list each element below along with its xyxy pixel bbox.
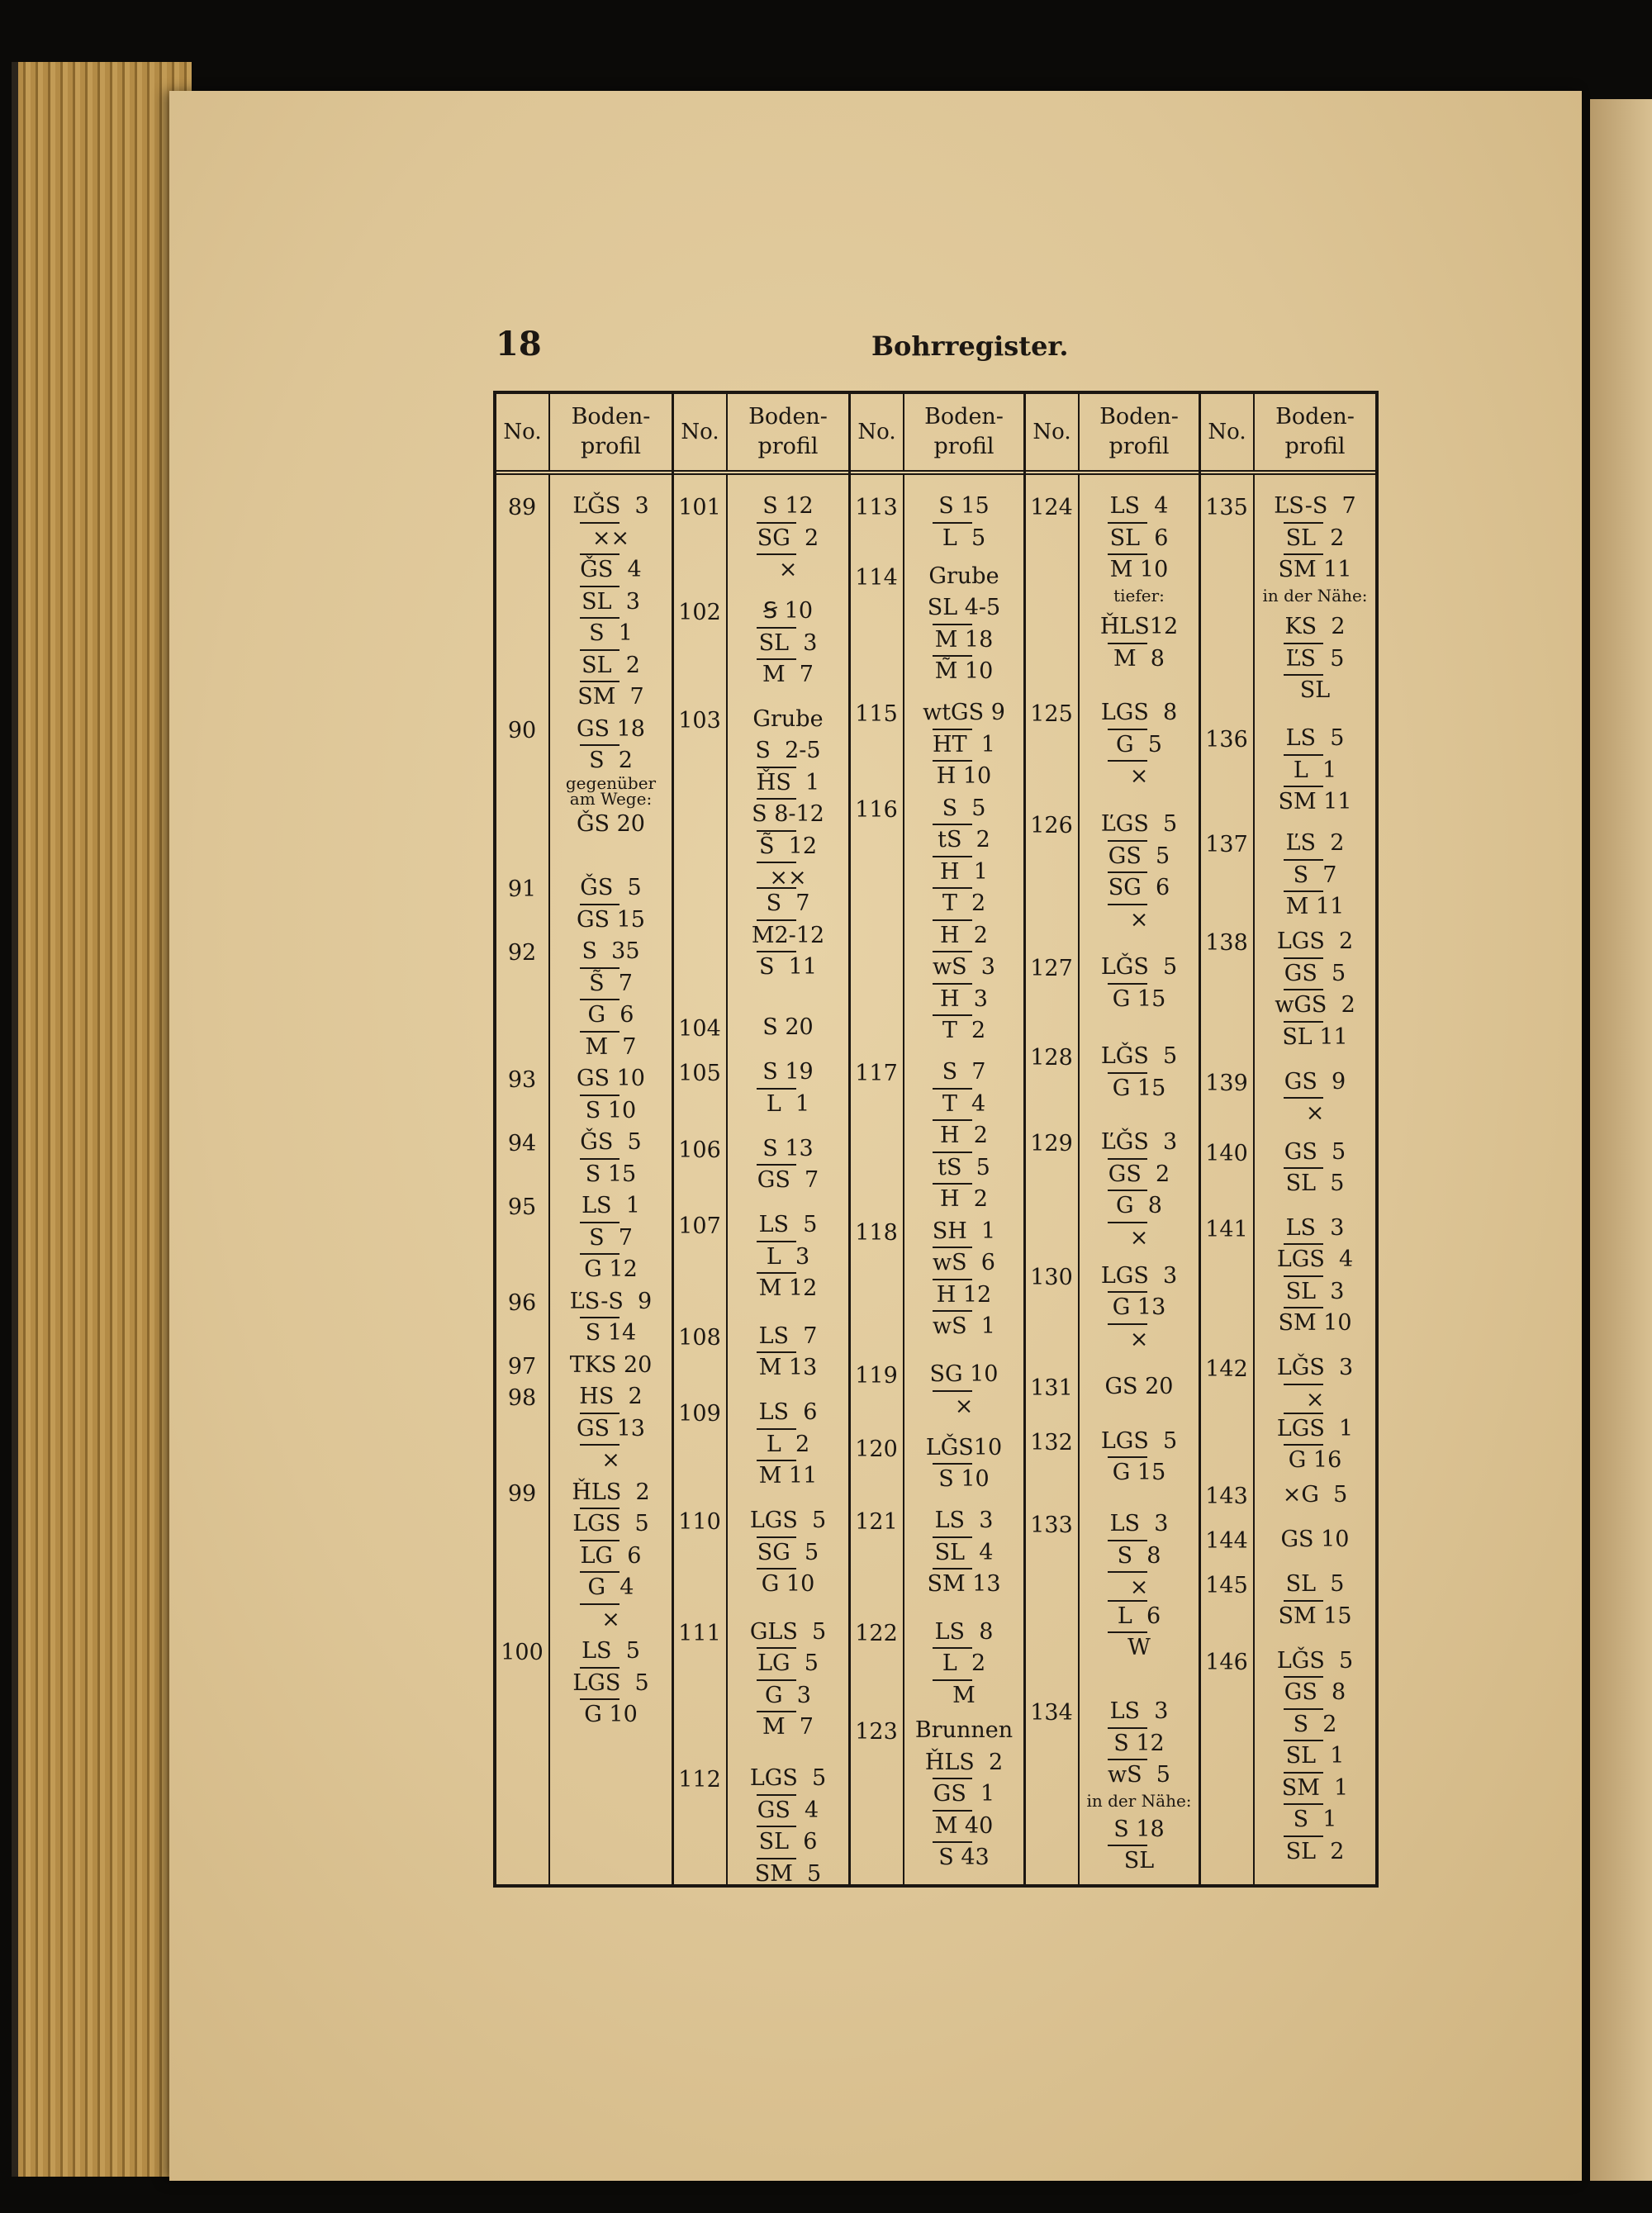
profile-layer: LǦS 5 <box>1100 954 1178 981</box>
boring-number: 97 <box>507 1353 537 1380</box>
profile-layer: SM 15 <box>1255 1605 1375 1627</box>
profile-layer: LGS 3 <box>1100 1262 1178 1289</box>
profile-layer: H 10 <box>904 765 1023 787</box>
profile-layer: LS 3 <box>934 1508 994 1534</box>
header-bodenprofil: Boden- profil <box>748 403 828 459</box>
profile-layer: wS 5 <box>1080 1764 1199 1786</box>
profile-layer: S 18 <box>1113 1816 1165 1842</box>
header-no: No. <box>1026 394 1080 470</box>
boring-number: 103 <box>678 707 721 734</box>
profile-layer: LS 7 <box>758 1323 818 1349</box>
boring-number: 106 <box>678 1137 721 1163</box>
profile-layer: S̃ 7 <box>550 972 672 995</box>
profile-layer: G 15 <box>1080 1077 1199 1099</box>
profile-note: in der Nähe: <box>1086 1790 1192 1811</box>
profile-layer: T 2 <box>904 892 1023 914</box>
profile-layer: LGS 5 <box>749 1508 827 1534</box>
profile-layer: TKS 20 <box>569 1351 653 1378</box>
profile-layer: SG 5 <box>728 1541 848 1564</box>
boring-number: 132 <box>1030 1429 1073 1456</box>
profile-layer: LGS 8 <box>1100 700 1178 726</box>
boring-number: 123 <box>855 1719 898 1745</box>
profile-layer: SL 3 <box>1255 1280 1375 1303</box>
table-header <box>674 394 848 475</box>
boring-number: 91 <box>507 876 537 902</box>
profile-layer: Grube <box>928 563 999 589</box>
profile-layer: G 5 <box>1080 734 1199 756</box>
profile-layer: SM 5 <box>728 1863 848 1885</box>
boring-number: 116 <box>855 796 898 823</box>
boring-number: 102 <box>678 600 721 626</box>
profile-layer: LS 6 <box>758 1399 818 1426</box>
boring-number: 140 <box>1205 1140 1248 1166</box>
profile-layer: SM 7 <box>550 686 672 708</box>
profile-layer: S 10 <box>550 1099 672 1122</box>
profile-layer: S 11 <box>728 956 848 978</box>
profile-layer: W <box>1080 1636 1199 1659</box>
profile-layer: S 2 <box>550 749 672 772</box>
profile-layer: GS 13 <box>550 1418 672 1440</box>
number-column <box>674 475 728 1884</box>
boring-number: 139 <box>1205 1070 1248 1096</box>
boring-number: 143 <box>1205 1484 1248 1510</box>
running-head: Bohrregister. <box>871 330 1069 362</box>
boring-number: 137 <box>1205 832 1248 858</box>
profile-layer: LǦS 5 <box>1100 1043 1178 1070</box>
profile-layer: SL <box>1255 679 1375 701</box>
profile-layer: GS 10 <box>1280 1527 1350 1553</box>
boring-number: 136 <box>1205 727 1248 753</box>
profile-layer: G 8 <box>1080 1194 1199 1217</box>
profile-layer: SM 11 <box>1255 558 1375 581</box>
profile-layer: M̃ 10 <box>904 660 1023 682</box>
profile-layer: M2-12 <box>728 924 848 947</box>
number-column <box>851 475 904 1884</box>
profile-layer: S 5 <box>942 795 986 821</box>
boring-number: 115 <box>855 701 898 728</box>
header-no: No. <box>496 394 550 470</box>
profile-layer: ĽS-S 9 <box>569 1288 653 1314</box>
profile-layer: S 12 <box>762 493 814 519</box>
profile-layer: ĽS 2 <box>1285 830 1345 857</box>
profile-note: in der Nähe: <box>1262 585 1368 605</box>
boring-number: 109 <box>678 1401 721 1427</box>
profile-layer: T 2 <box>904 1019 1023 1042</box>
boring-number: 99 <box>507 1480 537 1507</box>
header-bodenprofil: Boden- profil <box>571 403 651 459</box>
profile-layer: GS 5 <box>1284 1138 1346 1165</box>
profile-layer: LG 6 <box>550 1545 672 1567</box>
profile-layer: LGS 5 <box>749 1765 827 1791</box>
profile-layer: S 13 <box>762 1135 814 1161</box>
boring-number: 107 <box>678 1213 721 1240</box>
profile-layer: ⨯ <box>550 1608 672 1631</box>
profile-layer: SG 6 <box>1080 876 1199 899</box>
profile-layer: SL <box>1080 1850 1199 1872</box>
register-column-group <box>674 394 851 1887</box>
profile-layer: ǦS 20 <box>576 811 645 837</box>
profile-layer: ⨯G 5 <box>1282 1482 1348 1508</box>
profile-layer: SG 10 <box>929 1361 999 1388</box>
boring-number: 111 <box>678 1620 721 1646</box>
profile-layer: LS 5 <box>1285 725 1345 752</box>
profile-layer: GS 20 <box>1104 1374 1174 1400</box>
profile-layer: S 14 <box>550 1322 672 1344</box>
profile-layer: G 3 <box>728 1684 848 1707</box>
boring-number: 118 <box>855 1219 898 1246</box>
bohrregister-table <box>493 391 1379 1888</box>
profile-layer: T 4 <box>904 1093 1023 1115</box>
profile-layer: S 1 <box>550 622 672 644</box>
profile-layer: ⨯ <box>1080 765 1199 787</box>
boring-number: 131 <box>1030 1375 1073 1402</box>
profile-layer: LG 5 <box>728 1652 848 1674</box>
profile-layer: S 7 <box>942 1059 986 1085</box>
boring-number: 141 <box>1205 1216 1248 1242</box>
table-header <box>496 394 672 475</box>
profile-layer: M 13 <box>728 1356 848 1379</box>
profile-layer: GS 18 <box>576 715 645 742</box>
profile-layer: M 11 <box>728 1465 848 1487</box>
boring-number: 92 <box>507 940 537 966</box>
profile-layer: SL 6 <box>1080 527 1199 549</box>
profile-layer: wS 1 <box>904 1315 1023 1337</box>
boring-number: 122 <box>855 1620 898 1646</box>
profile-layer: G 15 <box>1080 988 1199 1010</box>
boring-number: 142 <box>1205 1356 1248 1383</box>
profile-layer: S 12 <box>1080 1732 1199 1755</box>
profile-note: tiefer: <box>1113 585 1165 605</box>
profile-layer: ĽS 5 <box>1255 648 1375 670</box>
profile-layer: LǦS 3 <box>1276 1355 1354 1381</box>
profile-layer: KS 2 <box>1284 614 1346 640</box>
profile-layer: wGS 2 <box>1255 994 1375 1016</box>
profile-layer: LS 1 <box>582 1193 640 1218</box>
profile-layer: L 6 <box>1080 1605 1199 1627</box>
profile-layer: SM 13 <box>904 1573 1023 1595</box>
profile-layer: ǦS 4 <box>550 558 672 581</box>
profile-layer: M 10 <box>1080 558 1199 581</box>
number-column <box>496 475 550 1884</box>
boring-number: 146 <box>1205 1649 1248 1675</box>
profile-layer: tS 2 <box>904 829 1023 851</box>
profile-note: am Wege: <box>569 789 653 810</box>
profile-layer: ȞLS12 <box>1099 614 1179 640</box>
boring-number: 119 <box>855 1363 898 1389</box>
profile-layer: wtGS 9 <box>923 700 1005 726</box>
profile-layer: L 2 <box>728 1433 848 1456</box>
profile-layer: SG 2 <box>728 527 848 549</box>
profile-layer: L 1 <box>728 1093 848 1115</box>
boring-number: 125 <box>1030 701 1073 728</box>
boring-number: 127 <box>1030 956 1073 982</box>
profile-layer: G 6 <box>550 1004 672 1026</box>
profile-layer: LS 5 <box>582 1638 640 1664</box>
profile-layer: ⨯ <box>1080 909 1199 931</box>
profile-layer: M 12 <box>728 1277 848 1299</box>
profile-layer: LS 8 <box>934 1618 994 1645</box>
profile-layer: G 16 <box>1255 1449 1375 1471</box>
profile-layer: L 3 <box>728 1246 848 1268</box>
profile-column <box>550 475 672 1884</box>
profile-layer: tS 5 <box>904 1156 1023 1179</box>
profile-layer: SL 4-5 <box>927 595 1001 621</box>
boring-number: 112 <box>678 1767 721 1793</box>
profile-layer: SL 5 <box>1285 1571 1345 1598</box>
profile-layer: SH 1 <box>932 1218 996 1244</box>
boring-number: 117 <box>855 1061 898 1087</box>
profile-layer: S 15 <box>550 1163 672 1185</box>
profile-layer: H 2 <box>904 1124 1023 1147</box>
profile-layer: Ꞩ 10 <box>762 598 814 624</box>
profile-layer: SL 2 <box>1255 1840 1375 1863</box>
profile-layer: SM 11 <box>1255 791 1375 813</box>
profile-layer: SL 3 <box>728 632 848 654</box>
profile-layer: ⨯ <box>904 1395 1023 1418</box>
profile-layer: SL 2 <box>1255 527 1375 549</box>
profile-layer: S 43 <box>904 1846 1023 1869</box>
profile-layer: H 2 <box>904 1188 1023 1210</box>
profile-layer: GLS 5 <box>749 1618 827 1645</box>
profile-layer: S 2-5 <box>755 738 821 764</box>
boring-number: 130 <box>1030 1264 1073 1290</box>
number-column <box>1201 475 1255 1884</box>
profile-layer: M 18 <box>904 629 1023 651</box>
register-column-group <box>1026 394 1201 1884</box>
profile-layer: GS 2 <box>1080 1163 1199 1185</box>
profile-layer: ⨯ <box>728 558 848 581</box>
number-column <box>1026 475 1080 1884</box>
profile-layer: ǦS 5 <box>580 1129 642 1155</box>
profile-layer: ⨯ <box>550 1449 672 1471</box>
profile-layer: GS 9 <box>1284 1068 1346 1095</box>
profile-layer: S 7 <box>550 1227 672 1249</box>
profile-note: gegenüber <box>565 772 657 793</box>
header-no: No. <box>851 394 904 470</box>
profile-layer: SL 4 <box>904 1541 1023 1564</box>
register-column-group <box>496 394 674 1884</box>
profile-layer: ⨯⨯ <box>550 527 672 549</box>
profile-layer: ĽS-S 7 <box>1274 493 1356 519</box>
profile-layer: LS 3 <box>1109 1511 1169 1536</box>
profile-layer: S 8 <box>1080 1545 1199 1567</box>
profile-column <box>728 475 848 1887</box>
boring-number: 100 <box>501 1640 544 1665</box>
boring-number: 124 <box>1030 495 1073 520</box>
profile-layer: S 7 <box>1255 864 1375 886</box>
profile-layer: GS 7 <box>728 1169 848 1191</box>
profile-layer: H 3 <box>904 988 1023 1010</box>
boring-number: 105 <box>678 1061 721 1087</box>
profile-layer: S 15 <box>938 493 990 519</box>
profile-layer: SL 1 <box>1255 1745 1375 1767</box>
profile-layer: M 40 <box>904 1815 1023 1837</box>
profile-layer: G 13 <box>1080 1296 1199 1318</box>
boring-number: 104 <box>678 1016 721 1042</box>
profile-layer: SL 2 <box>550 654 672 677</box>
header-no: No. <box>674 394 728 470</box>
profile-layer: S 20 <box>762 1014 814 1041</box>
boring-number: 120 <box>855 1436 898 1462</box>
profile-column <box>904 475 1023 1884</box>
profile-layer: ⨯ <box>1080 1328 1199 1351</box>
profile-layer: LS 4 <box>1109 493 1169 519</box>
profile-layer: S 2 <box>1255 1713 1375 1736</box>
profile-layer: ĽǦS 3 <box>572 493 649 519</box>
boring-number: 121 <box>855 1509 898 1536</box>
profile-layer: M 7 <box>728 1716 848 1738</box>
profile-layer: GS 10 <box>576 1066 645 1091</box>
profile-layer: ȞS 1 <box>728 772 848 794</box>
profile-layer: LGS 5 <box>550 1513 672 1535</box>
profile-layer: Grube <box>752 705 824 732</box>
profile-layer: LGS 5 <box>1100 1427 1178 1454</box>
profile-layer: GS 5 <box>1255 962 1375 985</box>
boring-number: 93 <box>507 1067 537 1093</box>
profile-layer: LS 3 <box>1285 1214 1345 1241</box>
profile-layer: LS 5 <box>758 1212 818 1238</box>
boring-number: 110 <box>678 1509 721 1536</box>
profile-layer: LǦS 5 <box>1276 1647 1354 1674</box>
boring-number: 96 <box>507 1289 537 1316</box>
header-no: No. <box>1201 394 1255 470</box>
profile-layer: SL 5 <box>1255 1172 1375 1194</box>
register-column-group <box>851 394 1026 1884</box>
book-page-stack <box>12 62 192 2177</box>
profile-layer: GS 8 <box>1255 1681 1375 1703</box>
profile-layer: ⨯ <box>1080 1576 1199 1598</box>
boring-number: 89 <box>507 495 537 520</box>
header-bodenprofil: Boden- profil <box>924 403 1004 459</box>
profile-layer: S 7 <box>728 892 848 914</box>
profile-layer: H 2 <box>904 924 1023 947</box>
table-header <box>1026 394 1199 475</box>
boring-number: 129 <box>1030 1131 1073 1156</box>
profile-layer: ȞLS 2 <box>572 1479 650 1505</box>
boring-number: 126 <box>1030 813 1073 838</box>
boring-number: 90 <box>507 717 537 743</box>
profile-layer: ȞLS 2 <box>924 1749 1004 1775</box>
header-bodenprofil: Boden- profil <box>1275 403 1355 459</box>
profile-layer: Brunnen <box>914 1717 1014 1744</box>
profile-layer: ⨯⨯ <box>728 867 848 889</box>
boring-number: 138 <box>1205 930 1248 957</box>
facing-page-edge <box>1590 99 1652 2181</box>
boring-number: 113 <box>855 495 898 520</box>
profile-column <box>1255 475 1375 1884</box>
profile-layer: SL 3 <box>550 591 672 613</box>
profile-layer: G 12 <box>550 1258 672 1280</box>
table-header <box>851 394 1023 475</box>
profile-layer: M 7 <box>550 1036 672 1058</box>
profile-layer: ĽǦS 3 <box>1100 1129 1178 1155</box>
profile-layer: S 35 <box>582 938 640 964</box>
boring-number: 108 <box>678 1324 721 1351</box>
profile-layer: M 7 <box>728 663 848 686</box>
profile-layer: G 15 <box>1080 1461 1199 1484</box>
profile-layer: G 4 <box>550 1576 672 1598</box>
boring-number: 94 <box>507 1131 537 1156</box>
boring-number: 135 <box>1205 495 1248 520</box>
profile-layer: S 19 <box>762 1059 814 1085</box>
profile-layer: M 8 <box>1080 648 1199 670</box>
profile-layer: L 2 <box>904 1652 1023 1674</box>
boring-number: 133 <box>1030 1513 1073 1538</box>
profile-layer: S 8-12 <box>728 803 848 825</box>
profile-layer: SL 6 <box>728 1831 848 1853</box>
profile-layer: ⨯ <box>1255 1389 1375 1411</box>
table-header <box>1201 394 1375 475</box>
profile-column <box>1080 475 1199 1884</box>
page-number: 18 <box>496 325 542 363</box>
profile-layer: SM 1 <box>1255 1777 1375 1799</box>
boring-number: 134 <box>1030 1700 1073 1726</box>
profile-layer: L 5 <box>904 527 1023 549</box>
profile-layer: LGS 1 <box>1255 1418 1375 1440</box>
profile-layer: ⨯ <box>1080 1227 1199 1249</box>
profile-layer: LGS 5 <box>550 1672 672 1694</box>
boring-number: 98 <box>507 1385 537 1411</box>
profile-layer: LS 3 <box>1109 1698 1169 1725</box>
profile-layer: ⨯ <box>1255 1102 1375 1124</box>
profile-layer: GS 15 <box>550 909 672 931</box>
profile-layer: GS 5 <box>1080 845 1199 867</box>
profile-layer: L 1 <box>1255 759 1375 781</box>
profile-layer: G 10 <box>550 1703 672 1726</box>
profile-layer: wS 3 <box>904 956 1023 978</box>
profile-layer: HS 2 <box>579 1384 643 1409</box>
header-bodenprofil: Boden- profil <box>1099 403 1179 459</box>
profile-layer: LGS 2 <box>1276 928 1354 955</box>
profile-layer: S 1 <box>1255 1808 1375 1831</box>
profile-layer: S̃ 12 <box>728 835 848 857</box>
profile-layer: M <box>904 1684 1023 1707</box>
boring-number: 145 <box>1205 1573 1248 1599</box>
profile-layer: LǦS10 <box>925 1434 1003 1460</box>
boring-number: 128 <box>1030 1045 1073 1071</box>
boring-number: 95 <box>507 1194 537 1220</box>
profile-layer: M 11 <box>1255 895 1375 918</box>
profile-layer: LGS 4 <box>1255 1248 1375 1270</box>
profile-layer: SL 11 <box>1255 1026 1375 1048</box>
profile-layer: GS 4 <box>728 1799 848 1821</box>
boring-number: 114 <box>855 564 898 591</box>
boring-number: 101 <box>678 495 721 520</box>
profile-layer: ǦS 5 <box>580 875 642 900</box>
profile-layer: H 12 <box>904 1284 1023 1306</box>
boring-number: 144 <box>1205 1528 1248 1555</box>
profile-layer: S 10 <box>904 1468 1023 1490</box>
profile-layer: SM 10 <box>1255 1312 1375 1334</box>
register-column-group <box>1201 394 1375 1884</box>
profile-layer: wS 6 <box>904 1251 1023 1274</box>
profile-layer: ĽGS 5 <box>1100 811 1178 837</box>
profile-layer: GS 1 <box>904 1783 1023 1805</box>
profile-layer: G 10 <box>728 1573 848 1595</box>
profile-layer: HT 1 <box>904 734 1023 756</box>
profile-layer: H 1 <box>904 861 1023 883</box>
